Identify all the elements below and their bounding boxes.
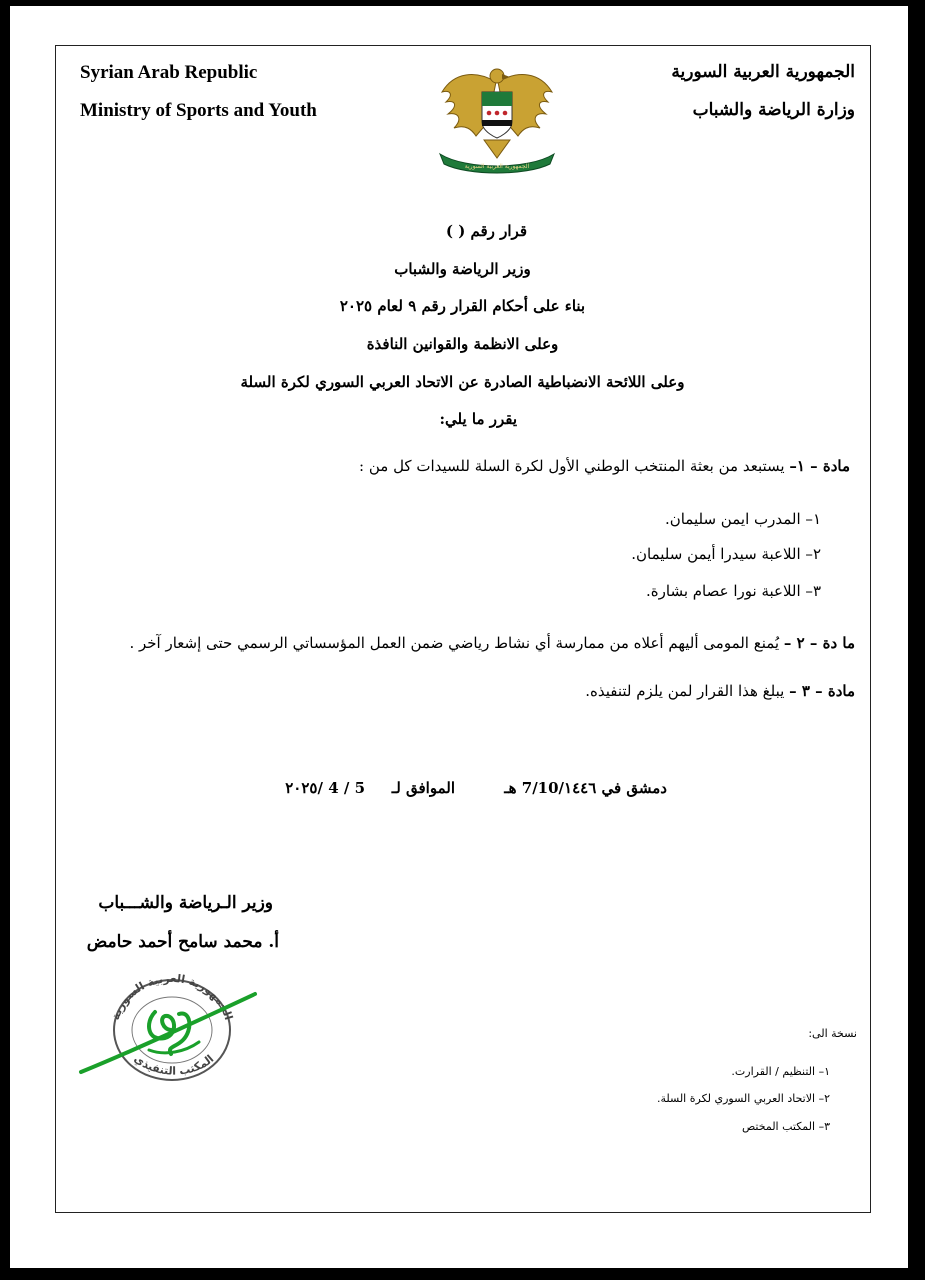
excluded-item-3: ٣– اللاعبة نورا عصام بشارة. bbox=[646, 582, 821, 600]
excluded-item-2: ٢– اللاعبة سيدرا أيمن سليمان. bbox=[631, 545, 821, 563]
date-gregorian: 5 / 4 /٢٠٢٥ bbox=[285, 779, 365, 797]
date-place-hijri: دمشق في 7/10/١٤٤٦ هـ bbox=[504, 779, 667, 797]
preamble-laws: وعلى الانظمة والقوانين النافذة bbox=[366, 335, 559, 353]
article-3-label: مادة – ٣ – bbox=[789, 682, 855, 700]
decides-heading: يقرر ما يلي: bbox=[439, 410, 517, 428]
article-3 bbox=[585, 682, 855, 700]
signatory-title: وزير الـرياضة والشـــباب bbox=[98, 893, 273, 913]
article-1-text: يستبعد من بعثة المنتخب الوطني الأول لكرة السلة للسيدات كل من : bbox=[359, 457, 785, 475]
stamp-bottom-text: المكتب التنفيذي bbox=[131, 1052, 217, 1078]
copies-heading: نسخة الى: bbox=[808, 1027, 857, 1040]
article-2-label: ما دة – ٢ – bbox=[783, 634, 855, 652]
preamble-based-on: بناء على أحكام القرار رقم ٩ لعام ٢٠٢٥ bbox=[339, 297, 586, 315]
decision-number: قرار رقم ( ) bbox=[445, 222, 527, 240]
article-2 bbox=[129, 634, 855, 652]
copy-item-1: ١– التنظيم / القرارت. bbox=[731, 1065, 830, 1078]
header-ar-country: الجمهورية العربية السورية bbox=[671, 62, 855, 82]
article-2-text: يُمنع المومى أليهم أعلاه من ممارسة أي نشاط رياضي ضمن العمل المؤسساتي الرسمي حتى إشعار آخر . bbox=[129, 634, 780, 652]
copy-item-3: ٣– المكتب المختص bbox=[741, 1120, 830, 1133]
header-en-ministry: Ministry of Sports and Youth bbox=[80, 100, 317, 121]
article-3-text: يبلغ هذا القرار لمن يلزم لتنفيذه. bbox=[585, 682, 785, 700]
article-1-label: مادة – ١– bbox=[789, 457, 850, 475]
emblem-ribbon-text: الجمهورية العربية السورية bbox=[464, 163, 530, 170]
official-stamp-icon bbox=[75, 972, 275, 1082]
header-en-country: Syrian Arab Republic bbox=[80, 62, 258, 83]
copy-item-2: ٢– الاتحاد العربي السوري لكرة السلة. bbox=[656, 1092, 830, 1105]
date-corresponding: الموافق لـ bbox=[391, 779, 455, 797]
preamble-regulation: وعلى اللائحة الانضباطية الصادرة عن الاتحاد العربي السوري لكرة السلة bbox=[240, 373, 685, 391]
syrian-eagle-emblem-icon bbox=[436, 62, 558, 174]
article-1 bbox=[359, 457, 850, 475]
signatory-name: أ. محمد سامح أحمد حامض bbox=[86, 932, 279, 952]
stamp-top-text: الجمهورية العربية السورية bbox=[108, 972, 236, 1022]
minister-heading: وزير الرياضة والشباب bbox=[394, 260, 531, 278]
excluded-item-1: ١– المدرب ايمن سليمان. bbox=[664, 510, 821, 528]
header-ar-ministry: وزارة الرياضة والشباب bbox=[692, 100, 855, 120]
